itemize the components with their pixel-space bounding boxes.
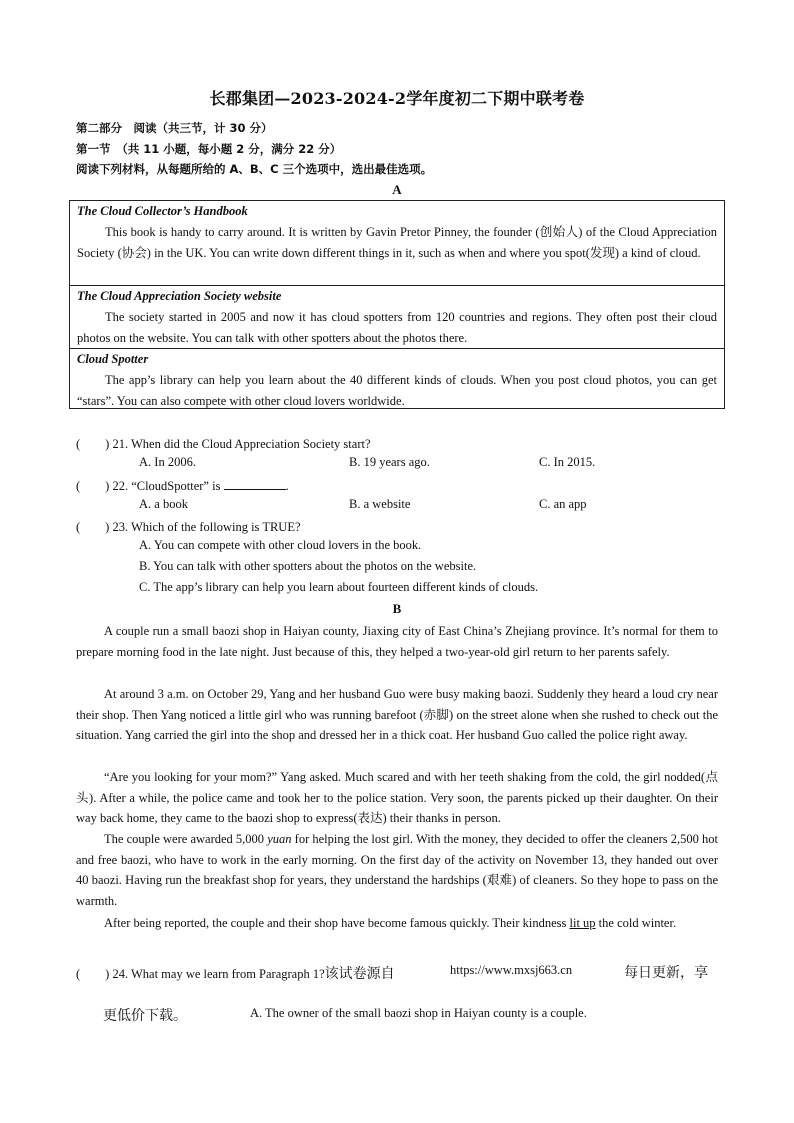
q22-option-c: C. an app (539, 497, 587, 511)
q21-option-a: A. In 2006. (139, 455, 196, 469)
q22-stem: ( ) 22. “CloudSpotter” is (76, 479, 224, 493)
passage-paragraph-5 (76, 913, 718, 934)
section-heading: 第一节 （共 11 小题，每小题 2 分，满分 22 分） (76, 142, 342, 156)
website-body: The society started in 2005 and now it has cloud spotters from 120 countries and regions. They often post their cloud photos on the website. You can talk with other spotters about the photos there. (77, 310, 717, 345)
p5-text-start: After being reported, the couple and their shop have become famous quickly. Their kindness (104, 916, 570, 930)
table-row (70, 285, 724, 348)
q24-option-a: A. The owner of the small baozi shop in Haiyan county is a couple. (250, 1006, 587, 1020)
passage-paragraph-3: “Are you looking for your mom?” Yang asked. Much scared and with her teeth shaking from the cold, the girl nodded(点头). After a while, the police came and took her to the police station. Very soon, the parents picked up their daughter. On their way back home, they came to the baozi shop to express(表达) their thanks in person. (76, 770, 718, 826)
part-heading: 第二部分 阅读（共三节，计 30 分） (76, 121, 273, 135)
instruction-text: 阅读下列材料，从每题所给的 A、B、C 三个选项中，选出最佳选项。 (76, 162, 433, 176)
question-23: ( ) 23. Which of the following is TRUE? (76, 520, 301, 534)
app-body: The app’s library can help you learn about the 40 different kinds of clouds. When you post cloud photos, you can get “stars”. You can also compete with other cloud lovers worldwide. (77, 373, 717, 408)
exam-title: 长郡集团—2023-2024-2学年度初二下期中联考卷 (209, 89, 585, 108)
section-a-table (69, 200, 725, 409)
source-url: https://www.mxsj663.cn (450, 963, 573, 977)
q22-blank (224, 479, 286, 490)
q21-option-b: B. 19 years ago. (349, 455, 430, 469)
update-notice: 每日更新，享 (624, 965, 708, 981)
handbook-body: This book is handy to carry around. It is written by Gavin Pretor Pinney, the founder (创始人) of the Cloud Appreciation Society (协会) in the UK. You can write down different things in it, such as when and where you spot(发现) a kind of cloud. (77, 225, 717, 260)
q24-stem: ( ) 24. What may we learn from Paragraph 1? (76, 967, 325, 981)
handbook-title: The Cloud Collector’s Handbook (77, 204, 248, 218)
q22-option-b: B. a website (349, 497, 411, 511)
p4-text-start: The couple were awarded 5,000 (104, 832, 268, 846)
section-b-letter: B (392, 601, 402, 616)
app-title: Cloud Spotter (77, 352, 149, 366)
table-row (70, 201, 724, 285)
q23-option-a: A. You can compete with other cloud lovers in the book. (139, 538, 422, 552)
q21-option-c: C. In 2015. (539, 455, 596, 469)
question-22 (76, 476, 289, 494)
website-title: The Cloud Appreciation Society website (77, 289, 282, 303)
q22-stem-end: . (285, 479, 289, 493)
question-24 (76, 963, 395, 983)
passage-paragraph-1: A couple run a small baozi shop in Haiyan county, Jiaxing city of East China’s Zhejiang province. It’s normal for them to prepare morning food in the late night. Just because of this, they helped a two-year-old girl return to her parents safely. (76, 624, 718, 659)
q22-option-a: A. a book (139, 497, 188, 511)
p4-italic-word: yuan (267, 832, 292, 846)
p5-underlined-phrase: lit up (569, 916, 596, 930)
download-notice: 更低价下载。 (103, 1008, 187, 1024)
p5-text-end: the cold winter. (595, 916, 677, 930)
source-notice: 该试卷源自 (324, 966, 395, 982)
passage-paragraph-4 (76, 829, 718, 912)
table-row (70, 348, 724, 410)
q23-option-b: B. You can talk with other spotters about the photos on the website. (139, 559, 477, 573)
passage-paragraph-2: At around 3 a.m. on October 29, Yang and her husband Guo were busy making baozi. Suddenly they heard a loud cry near their shop. Then Yang noticed a little girl who was running barefoot (赤脚) on the street alone when she rushed to check out the situation. Yang carried the girl into the shop and dressed her in a thick coat. Her husband Guo called the police right away. (76, 687, 718, 743)
question-21: ( ) 21. When did the Cloud Appreciation Society start? (76, 437, 371, 451)
section-a-letter: A (392, 182, 402, 197)
p4-text-end: for helping the lost girl. With the money, they decided to offer the cleaners 2,500 hot and free baozi, who have to work in the early morning. On the first day of the activity on November 13, they handed out over 40 baozi. Having run the breakfast shop for years, they understand the hardships (艰难) of cleaners. So they hope to pass on the warmth. (76, 832, 718, 909)
q23-option-c: C. The app’s library can help you learn about fourteen different kinds of clouds. (139, 580, 539, 594)
